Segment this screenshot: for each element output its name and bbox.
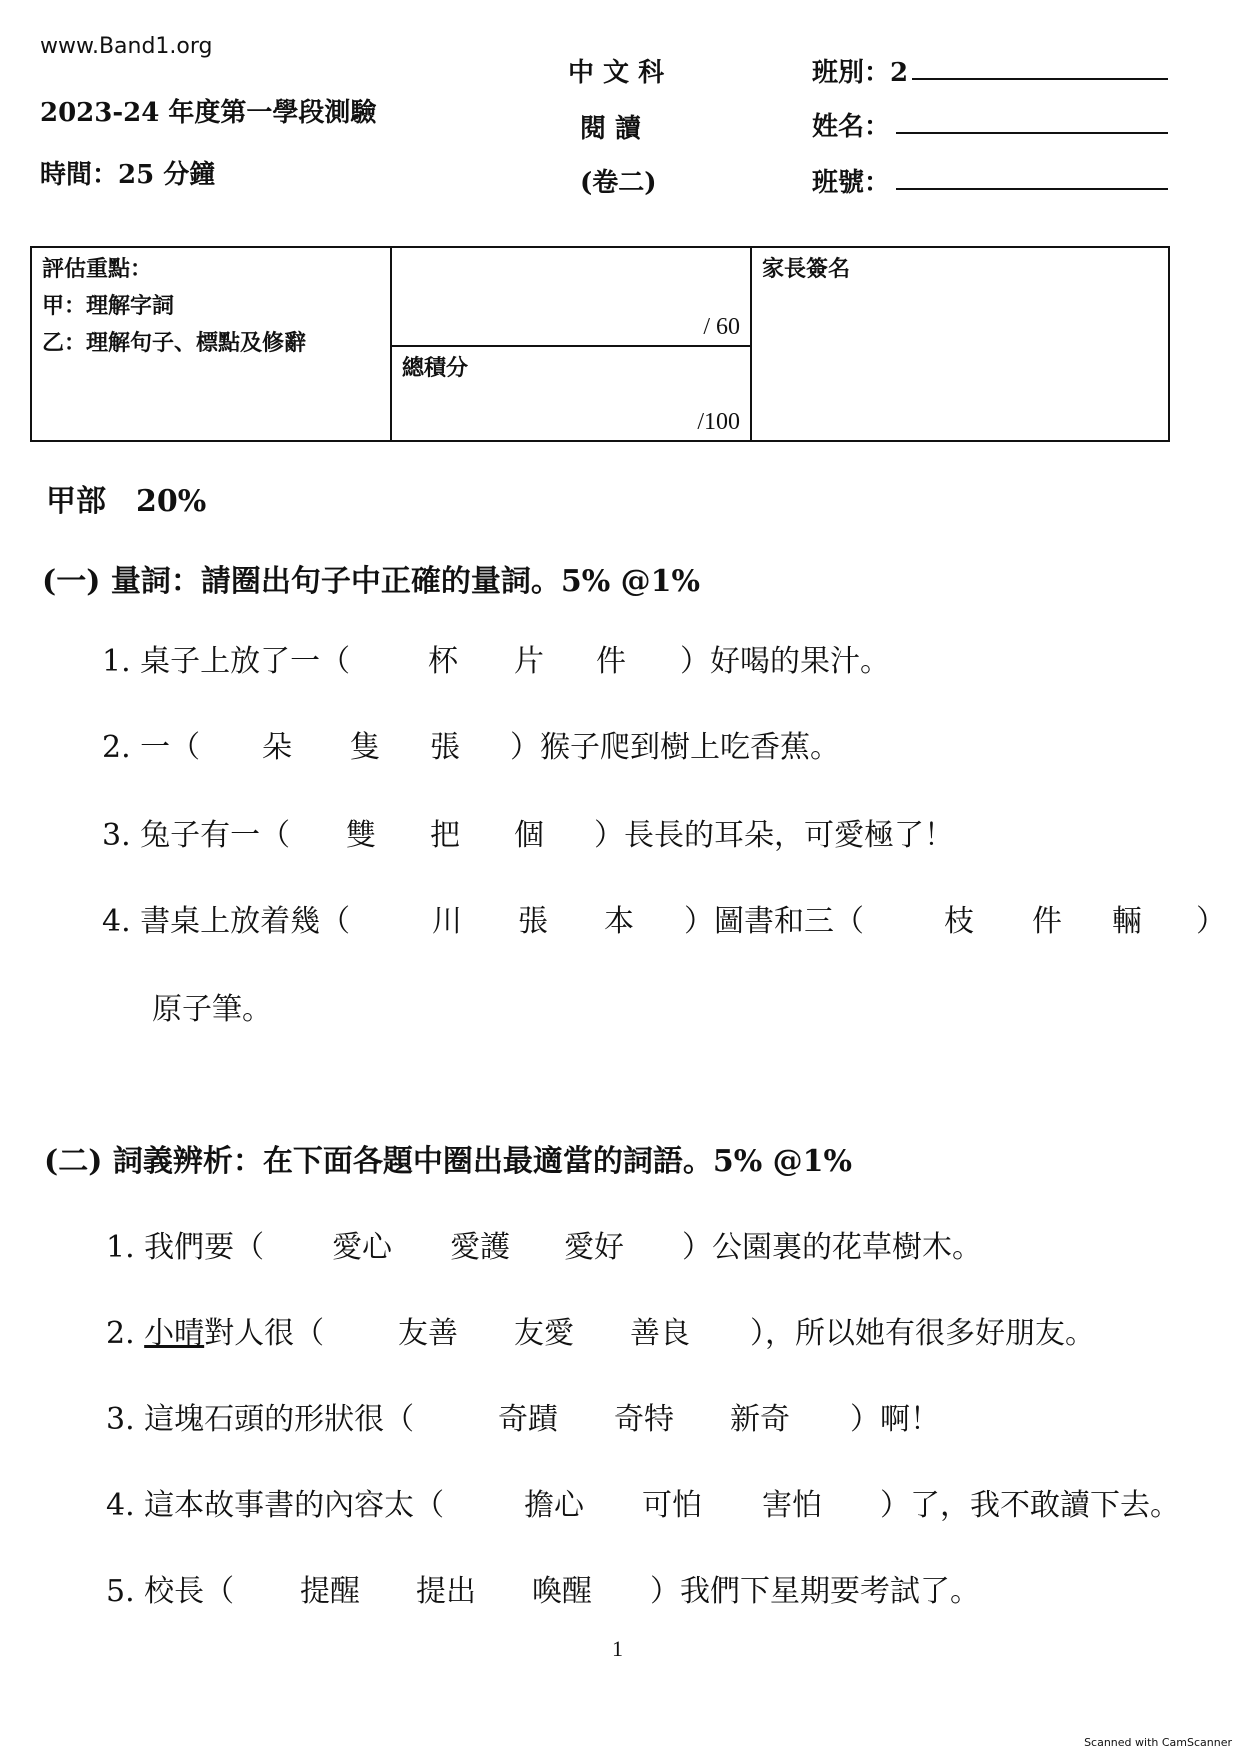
option[interactable]: 奇蹟 xyxy=(498,1402,558,1437)
option[interactable]: 杯 xyxy=(428,644,458,679)
question-text: ）公園裏的花草樹木。 xyxy=(682,1230,982,1265)
focus-b: 乙：理解句子、標點及修辭 xyxy=(42,330,307,356)
question-text: 兔子有一（ xyxy=(140,818,291,853)
assessment-focus xyxy=(31,247,391,441)
option[interactable]: 友愛 xyxy=(514,1316,574,1351)
focus-title: 評估重點： xyxy=(42,256,153,282)
paper-type: 閱 讀 xyxy=(580,114,642,144)
option[interactable]: 張 xyxy=(518,904,548,939)
option[interactable]: 把 xyxy=(430,818,460,853)
question-text: 書桌上放着幾（ xyxy=(140,904,351,939)
character-name: 小晴 xyxy=(144,1316,205,1351)
part-a-title: 甲部 20% xyxy=(46,484,207,519)
question-1-4 xyxy=(102,896,350,940)
option[interactable]: 隻 xyxy=(350,730,380,765)
question-text: 桌子上放了一（ xyxy=(140,644,351,679)
option[interactable]: 喚醒 xyxy=(532,1574,592,1609)
question-number: 4. xyxy=(102,904,131,939)
question-number: 3. xyxy=(106,1402,135,1437)
question-number: 1. xyxy=(102,644,131,679)
option[interactable]: 奇特 xyxy=(614,1402,674,1437)
option[interactable]: 件 xyxy=(596,644,626,679)
question-text: ）啊！ xyxy=(850,1402,940,1437)
option[interactable]: 張 xyxy=(430,730,460,765)
total-score-label: 總積分 xyxy=(402,355,469,382)
question-text: ）好喝的果汁。 xyxy=(680,644,890,679)
question-text: ）猴子爬到樹上吃香蕉。 xyxy=(510,730,840,765)
option[interactable]: 提醒 xyxy=(300,1574,360,1609)
option[interactable]: 擔心 xyxy=(524,1488,584,1523)
part-score: / 60 xyxy=(703,314,740,341)
option[interactable]: 件 xyxy=(1032,904,1062,939)
number-line xyxy=(896,188,1168,190)
option[interactable]: 輛 xyxy=(1112,904,1142,939)
question-2-4 xyxy=(106,1480,444,1524)
option[interactable]: 可怕 xyxy=(642,1488,702,1523)
option[interactable]: 提出 xyxy=(416,1574,476,1609)
question-2-3 xyxy=(106,1394,414,1438)
option[interactable]: 愛好 xyxy=(564,1230,624,1265)
watermark: www.Band1.org xyxy=(40,34,213,59)
name-line xyxy=(896,132,1168,134)
question-text: 這本故事書的內容太（ xyxy=(144,1488,445,1523)
question-text: 一（ xyxy=(140,730,201,765)
question-number: 2. xyxy=(106,1316,135,1351)
question-text: ）長長的耳朵，可愛極了！ xyxy=(594,818,954,853)
option[interactable]: 害怕 xyxy=(762,1488,822,1523)
paper-number: (卷二) xyxy=(580,168,657,198)
question-text: ）了，我不敢讀下去。 xyxy=(880,1488,1180,1523)
question-number: 1. xyxy=(106,1230,135,1265)
option[interactable]: 朵 xyxy=(262,730,292,765)
question-text: ） xyxy=(1196,904,1226,939)
option[interactable]: 友善 xyxy=(398,1316,458,1351)
question-2-5 xyxy=(106,1566,234,1610)
question-text: 校長（ xyxy=(144,1574,235,1609)
parent-signature-label: 家長簽名 xyxy=(762,256,851,282)
option[interactable]: 個 xyxy=(514,818,544,853)
score-box xyxy=(30,246,1170,442)
exam-time: 時間：25 分鐘 xyxy=(40,160,216,190)
option[interactable]: 新奇 xyxy=(730,1402,790,1437)
option[interactable]: 片 xyxy=(514,644,544,679)
question-2-1 xyxy=(106,1222,264,1266)
class-label: 班別：2 xyxy=(812,58,909,88)
parent-signature-cell xyxy=(751,247,1169,441)
question-text: ），所以她有很多好朋友。 xyxy=(750,1316,1095,1351)
exam-title: 2023-24 年度第一學段測驗 xyxy=(40,98,377,128)
section-1-title: (一) 量詞：請圈出句子中正確的量詞。5% @1% xyxy=(42,564,701,599)
option[interactable]: 本 xyxy=(604,904,634,939)
number-label: 班號： xyxy=(812,168,891,198)
question-text-continued: 原子筆。 xyxy=(152,992,272,1027)
question-text: ）圖書和三（ xyxy=(684,904,864,939)
question-number: 2. xyxy=(102,730,131,765)
page-number: 1 xyxy=(612,1636,623,1661)
option[interactable]: 川 xyxy=(432,904,462,939)
option[interactable]: 枝 xyxy=(944,904,974,939)
total-score-cell xyxy=(391,346,751,441)
option[interactable]: 愛心 xyxy=(332,1230,392,1265)
option[interactable]: 善良 xyxy=(630,1316,690,1351)
question-text: ）我們下星期要考試了。 xyxy=(650,1574,980,1609)
option[interactable]: 愛護 xyxy=(450,1230,510,1265)
question-text: 我們要（ xyxy=(144,1230,265,1265)
question-1-2 xyxy=(102,722,200,766)
question-number: 5. xyxy=(106,1574,135,1609)
option[interactable]: 雙 xyxy=(346,818,376,853)
total-score: /100 xyxy=(697,409,740,435)
question-number: 4. xyxy=(106,1488,135,1523)
scanner-note: Scanned with CamScanner xyxy=(1084,1736,1232,1749)
question-1-1 xyxy=(102,636,350,680)
name-label: 姓名： xyxy=(812,112,891,142)
section-2-title: (二) 詞義辨析：在下面各題中圈出最適當的詞語。5% @1% xyxy=(44,1144,853,1179)
question-text: 對人很（ xyxy=(204,1316,325,1351)
focus-a: 甲：理解字詞 xyxy=(42,293,175,319)
question-2-2 xyxy=(106,1308,324,1352)
question-1-3 xyxy=(102,810,290,854)
question-number: 3. xyxy=(102,818,131,853)
class-line xyxy=(912,78,1168,80)
part-score-cell xyxy=(391,247,751,346)
question-text: 這塊石頭的形狀很（ xyxy=(144,1402,415,1437)
subject: 中 文 科 xyxy=(568,58,665,88)
